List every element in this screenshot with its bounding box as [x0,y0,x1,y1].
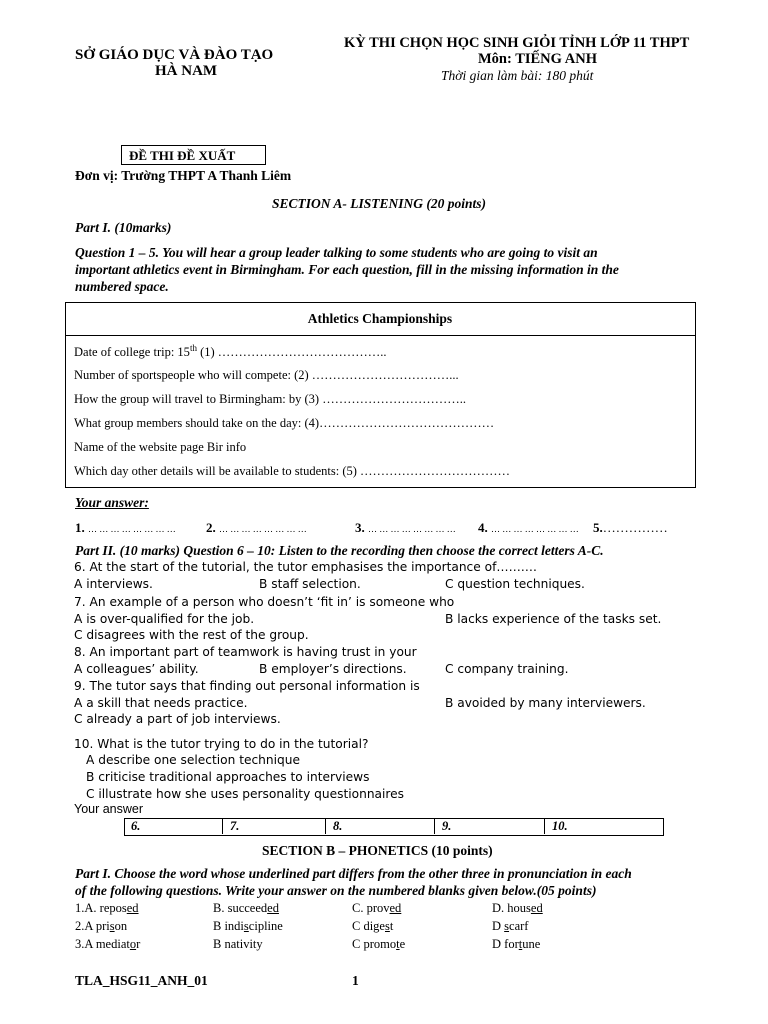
exam-subject: Môn: TIẾNG ANH [478,51,597,67]
exam-title: KỲ THI CHỌN HỌC SINH GIỎI TỈNH LỚP 11 THPT [344,35,690,51]
answer-5-blank[interactable]: …………… [602,520,668,535]
q8-option-a[interactable]: A colleagues’ ability. [74,662,199,676]
phonetics-instruction-line1: Part I. Choose the word whose underlined part differs from the other three in pronunciation in each [75,866,632,881]
q6-option-c[interactable]: C question techniques. [445,577,585,591]
q6-option-a[interactable]: A interviews. [74,577,153,591]
q10-option-a[interactable]: A describe one selection technique [86,753,300,767]
table-row-travel: How the group will travel to Birmingham: by (3) …………………………….. [74,392,466,406]
footer-code: TLA_HSG11_ANH_01 [75,973,208,988]
table-divider [65,335,695,336]
part1-instruction-line2: important athletics event in Birmingham. For each question, fill in the missing information in the [75,262,619,277]
your-answer-label: Your answer: [75,495,149,510]
phonetic-1a[interactable]: 1.A. reposed [75,901,139,915]
answer-cell-9[interactable]: 9. [434,818,544,834]
answer-cell-7[interactable]: 7. [222,818,325,834]
phonetic-3b[interactable]: B nativity [213,937,263,951]
phonetic-1c[interactable]: C. proved [352,901,402,915]
q7-option-c[interactable]: C disagrees with the rest of the group. [74,628,309,642]
answer-1-label: 1. [75,520,85,535]
table-row-sportspeople: Number of sportspeople who will compete: (2) ……………………………... [74,368,459,382]
section-a-title: SECTION A- LISTENING (20 points) [272,196,487,211]
part2-your-answer: Your answer [74,802,144,816]
table-row-take: What group members should take on the day: (4)…………………………………… [74,416,495,430]
table-title: Athletics Championships [307,311,453,326]
answer-4-blank[interactable]: … … … … … … … … [491,524,579,534]
phonetic-2a[interactable]: 2.A prison [75,919,128,933]
question-10: 10. What is the tutor trying to do in the tutorial? [74,737,369,751]
answer-cell-6[interactable]: 6. [131,819,141,833]
table-row-date-text: Date of college trip: 15 [74,345,190,360]
answer-2-label: 2. [206,520,216,535]
table-row-details: Which day other details will be available to students: (5) ……………………………… [74,464,511,478]
phonetic-3c[interactable]: C promote [352,937,406,951]
part1-instruction-line1: Question 1 – 5. You will hear a group leader talking to some students who are going to visit an [75,245,598,260]
table-row-date-blank[interactable]: (1) ………………………………….. [196,345,387,360]
answer-3 [355,520,456,536]
q6-option-b[interactable]: B staff selection. [259,577,361,591]
answer-2-blank[interactable]: … … … … … … … … [219,524,307,534]
q10-option-c[interactable]: C illustrate how she uses personality questionnaires [86,787,404,801]
q9-option-c[interactable]: C already a part of job interviews. [74,712,281,726]
q7-option-b[interactable]: B lacks experience of the tasks set. [445,612,662,626]
section-b-title: SECTION B – PHONETICS (10 points) [262,843,493,858]
exam-time: Thời gian làm bài: 180 phút [441,68,594,83]
proposal-box: ĐỀ THI ĐỀ XUẤT [121,145,266,165]
question-7: 7. An example of a person who doesn’t ‘fit in’ is someone who [74,595,455,609]
table-row-date [74,343,387,360]
q9-option-b[interactable]: B avoided by many interviewers. [445,696,646,710]
phonetic-1b[interactable]: B. succeeded [213,901,279,915]
answer-3-blank[interactable]: … … … … … … … … [368,524,456,534]
phonetic-1d[interactable]: D. housed [492,901,543,915]
q7-option-a[interactable]: A is over-qualified for the job. [74,612,255,626]
q9-option-a[interactable]: A a skill that needs practice. [74,696,248,710]
q8-option-c[interactable]: C company training. [445,662,569,676]
question-9: 9. The tutor says that finding out personal information is [74,679,420,693]
phonetics-instruction-line2: of the following questions. Write your answer on the numbered blanks given below.(05 points) [75,883,597,898]
answer-cell-10[interactable]: 10. [544,818,662,834]
q8-option-b[interactable]: B employer’s directions. [259,662,407,676]
part1-instruction-line3: numbered space. [75,279,169,294]
answer-4 [478,520,579,536]
phonetic-2b[interactable]: B indiscipline [213,919,283,933]
answer-line [75,520,176,536]
answer-cell-8[interactable]: 8. [325,818,434,834]
table-row-date-sup: th [189,343,197,353]
table-row-website: Name of the website page Bir info [74,440,247,454]
question-8: 8. An important part of teamwork is having trust in your [74,645,417,659]
answer-5 [593,520,668,536]
answer-3-label: 3. [355,520,365,535]
part1-title: Part I. (10marks) [75,220,172,235]
unit-line: Đơn vị: Trường THPT A Thanh Liêm [75,168,292,183]
phonetic-2c[interactable]: C digest [352,919,394,933]
question-6: 6. At the start of the tutorial, the tutor emphasises the importance of………. [74,560,537,574]
answer-4-label: 4. [478,520,488,535]
part2-title: Part II. (10 marks) Question 6 – 10: Listen to the recording then choose the correct letters A-C. [75,543,604,558]
phonetic-2d[interactable]: D scarf [492,919,529,933]
province-name: HÀ NAM [155,63,218,79]
phonetic-3a[interactable]: 3.A mediator [75,937,141,951]
answer-1-blank[interactable]: … … … … … … … … [88,524,176,534]
q10-option-b[interactable]: B criticise traditional approaches to interviews [86,770,370,784]
phonetic-3d[interactable]: D fortune [492,937,541,951]
department-name: SỞ GIÁO DỤC VÀ ĐÀO TẠO [75,47,274,63]
answer-2 [206,520,307,536]
answer-5-label: 5. [593,520,603,535]
page-number: 1 [352,973,359,988]
